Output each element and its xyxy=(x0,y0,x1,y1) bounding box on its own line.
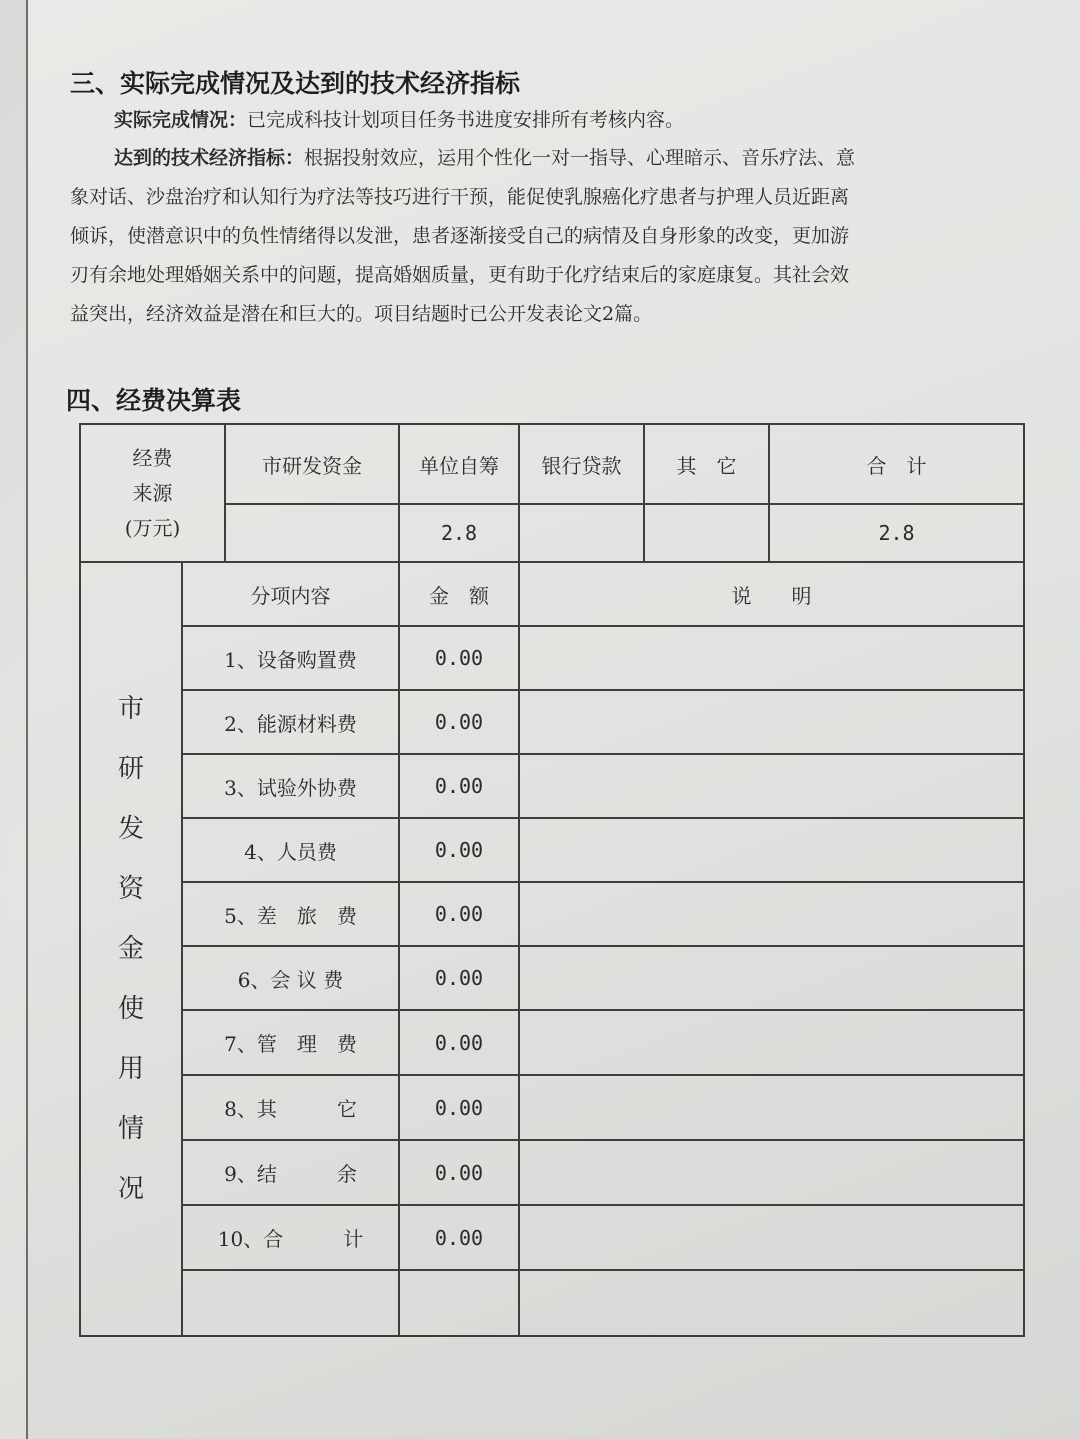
indicators-line-2: 象对话、沙盘治疗和认知行为疗法等技巧进行干预，能促使乳腺癌化疗患者与护理人员近距离 xyxy=(70,186,850,208)
usage-side-char: 金 xyxy=(117,934,144,964)
usage-header-item: 分项内容 xyxy=(182,562,399,626)
usage-side-char: 情 xyxy=(117,1114,144,1144)
usage-note xyxy=(519,626,1024,690)
usage-item: 6、会 议 费 xyxy=(182,946,399,1010)
usage-amount: 0.00 xyxy=(399,626,519,690)
completion-paragraph xyxy=(70,101,1035,140)
usage-note xyxy=(519,754,1024,818)
usage-empty-amount xyxy=(399,1270,519,1336)
usage-item: 3、试验外协费 xyxy=(182,754,399,818)
funding-header-other: 其 它 xyxy=(644,424,769,504)
funding-header-self-raised: 单位自筹 xyxy=(399,424,519,504)
usage-note xyxy=(519,1205,1024,1270)
usage-side-char: 发 xyxy=(117,814,144,844)
section-3-title: 三、实际完成情况及达到的技术经济指标 xyxy=(70,69,521,98)
usage-side-char: 资 xyxy=(117,874,144,904)
usage-amount: 0.00 xyxy=(399,818,519,882)
funding-value-bank-loan xyxy=(519,504,644,562)
usage-item: 8、其 它 xyxy=(182,1075,399,1140)
usage-note xyxy=(519,818,1024,882)
usage-item: 7、管 理 费 xyxy=(182,1010,399,1075)
usage-amount: 0.00 xyxy=(399,754,519,818)
usage-note xyxy=(519,1075,1024,1140)
usage-empty-note xyxy=(519,1270,1024,1336)
usage-amount: 0.00 xyxy=(399,1140,519,1205)
usage-empty-item xyxy=(182,1270,399,1336)
usage-amount: 0.00 xyxy=(399,882,519,946)
funding-source-label-line-1: 经费 xyxy=(132,445,173,470)
completion-label: 实际完成情况： xyxy=(114,109,248,131)
indicators-paragraph xyxy=(70,139,1035,334)
usage-amount: 0.00 xyxy=(399,1010,519,1075)
funding-source-label-cell xyxy=(80,424,225,562)
usage-header-amount: 金 额 xyxy=(399,562,519,626)
funding-value-other xyxy=(644,504,769,562)
usage-item: 4、人员费 xyxy=(182,818,399,882)
funding-source-label-line-2: 来源 xyxy=(132,480,173,505)
indicators-line-5: 益突出，经济效益是潜在和巨大的。项目结题时已公开发表论文2篇。 xyxy=(70,303,653,325)
usage-amount: 0.00 xyxy=(399,1205,519,1270)
usage-item: 10、合 计 xyxy=(182,1205,399,1270)
usage-side-char: 用 xyxy=(117,1054,144,1084)
usage-side-char: 使 xyxy=(117,994,144,1024)
usage-item: 1、设备购置费 xyxy=(182,626,399,690)
funding-header-total: 合 计 xyxy=(769,424,1024,504)
funding-header-bank-loan: 银行贷款 xyxy=(519,424,644,504)
completion-text: 已完成科技计划项目任务书进度安排所有考核内容。 xyxy=(247,109,685,131)
funding-source-label-line-3: (万元) xyxy=(124,515,181,540)
indicators-label: 达到的技术经济指标： xyxy=(114,147,305,169)
budget-table xyxy=(79,423,1025,1337)
usage-note xyxy=(519,690,1024,754)
usage-note xyxy=(519,882,1024,946)
usage-note xyxy=(519,1010,1024,1075)
usage-note xyxy=(519,946,1024,1010)
section-4-title: 四、经费决算表 xyxy=(66,386,242,415)
usage-side-label-cell xyxy=(80,562,182,1336)
usage-amount: 0.00 xyxy=(399,1075,519,1140)
usage-side-char: 市 xyxy=(117,694,144,724)
usage-amount: 0.00 xyxy=(399,946,519,1010)
usage-note xyxy=(519,1140,1024,1205)
funding-value-self-raised: 2.8 xyxy=(399,504,519,562)
usage-amount: 0.00 xyxy=(399,690,519,754)
funding-value-total: 2.8 xyxy=(769,504,1024,562)
usage-item: 2、能源材料费 xyxy=(182,690,399,754)
usage-header-note: 说 明 xyxy=(519,562,1024,626)
indicators-line-1: 根据投射效应，运用个性化一对一指导、心理暗示、音乐疗法、意 xyxy=(304,147,856,169)
usage-item: 5、差 旅 费 xyxy=(182,882,399,946)
usage-item: 9、结 余 xyxy=(182,1140,399,1205)
funding-header-city-rd: 市研发资金 xyxy=(225,424,399,504)
funding-value-city-rd xyxy=(225,504,399,562)
indicators-line-4: 刃有余地处理婚姻关系中的问题，提高婚姻质量，更有助于化疗结束后的家庭康复。其社会效 xyxy=(70,264,850,286)
usage-side-char: 研 xyxy=(117,754,144,784)
indicators-line-3: 倾诉，使潜意识中的负性情绪得以发泄，患者逐渐接受自己的病情及自身形象的改变，更加游 xyxy=(70,225,850,247)
usage-side-char: 况 xyxy=(117,1174,144,1204)
